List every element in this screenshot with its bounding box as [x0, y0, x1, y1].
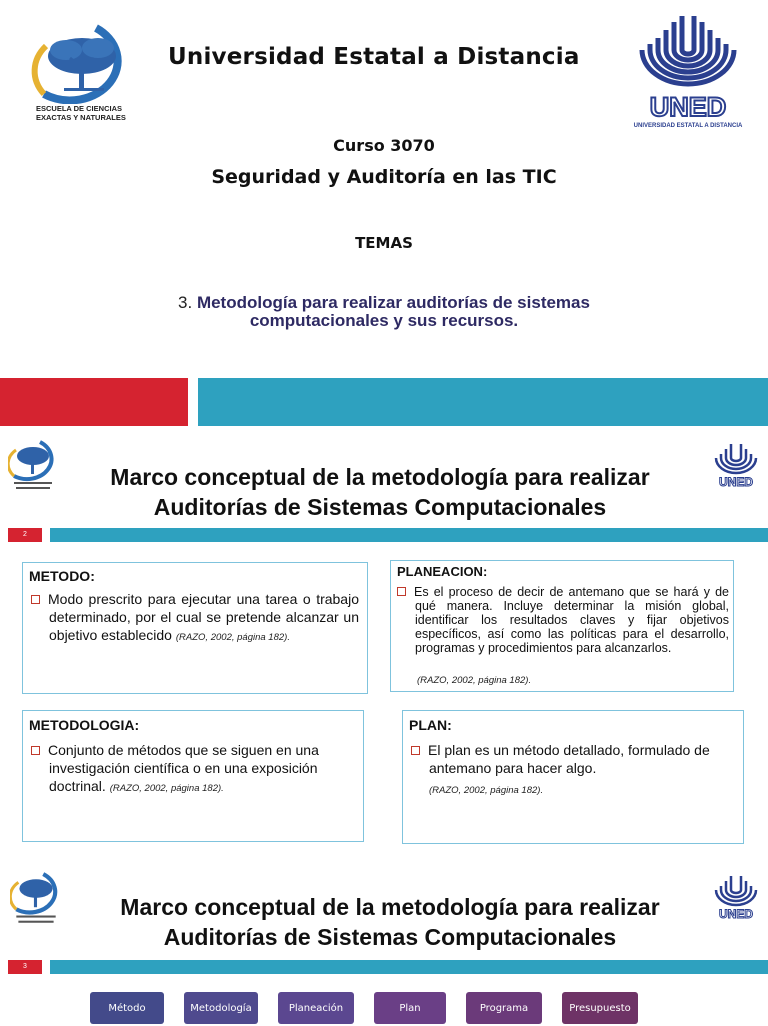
card-planeacion-body — [397, 585, 729, 655]
slide3-title — [70, 892, 710, 952]
uned-logo — [632, 10, 744, 122]
footer-band-red — [0, 378, 188, 426]
uned-logo-small — [712, 872, 760, 924]
card-planeacion-heading: PLANEACION: — [397, 564, 488, 579]
square-bullet-icon — [397, 587, 406, 596]
slide-1 — [0, 0, 768, 378]
pill-metodologia[interactable] — [184, 992, 258, 1024]
card-metodologia-citation: (RAZO, 2002, página 182). — [109, 783, 224, 794]
logo-caption — [36, 104, 146, 122]
card-metodo-body — [31, 590, 359, 647]
card-planeacion — [390, 560, 734, 692]
pill-plan[interactable] — [374, 992, 446, 1024]
course-subject: Seguridad y Auditoría en las TIC — [211, 166, 557, 188]
escuela-ciencias-logo — [26, 24, 138, 104]
card-plan — [402, 710, 744, 844]
slide2-title-line2: Auditorías de Sistemas Computacionales — [153, 494, 607, 520]
slide3-title-line1: Marco conceptual de la metodología para realizar — [120, 894, 660, 920]
pill-plan-label: Plan — [399, 1003, 421, 1014]
card-metodologia-body — [31, 741, 361, 798]
uned-logo-small-text: UNED — [718, 907, 754, 921]
uned-logo-caption: UNIVERSIDAD ESTATAL A DISTANCIA — [633, 123, 743, 129]
card-planeacion-text: Es el proceso de decir de antemano que se hará y de qué manera. Incluye determinar la misión global, identificar los resultados claves y fijar objetivos específicos, así como las políticas para el desarrollo, programas y procedimientos para alcanzarlos. — [414, 585, 729, 655]
card-metodo-heading: METODO: — [29, 568, 95, 584]
slide2-title — [60, 462, 700, 522]
temas-heading: TEMAS — [355, 234, 413, 252]
card-metodologia-text: Conjunto de métodos que se siguen en una investigación científica o en una exposición doctrinal. — [48, 742, 319, 794]
pill-planeacion[interactable] — [278, 992, 354, 1024]
square-bullet-icon — [31, 595, 40, 604]
pill-planeacion-label: Planeación — [288, 1003, 344, 1014]
card-plan-text: El plan es un método detallado, formulado de antemano para hacer algo. — [428, 742, 710, 776]
escuela-ciencias-logo-small — [8, 440, 58, 496]
pill-metodo[interactable] — [90, 992, 164, 1024]
card-plan-body — [411, 741, 741, 777]
slide3-header-bar — [50, 960, 768, 974]
uned-logo-small-text: UNED — [718, 475, 754, 489]
topic-text — [100, 294, 668, 330]
logo-caption-line1: ESCUELA DE CIENCIAS — [36, 104, 122, 113]
slide2-header-bar — [50, 528, 768, 542]
card-planeacion-citation: (RAZO, 2002, página 182). — [417, 675, 532, 686]
university-title: Universidad Estatal a Distancia — [168, 44, 580, 70]
topic-line2: computacionales y sus recursos. — [249, 311, 519, 330]
card-metodo-text: Modo prescrito para ejecutar una tarea o trabajo determinado, por el cual se pretende alcanzar un objetivo establecido — [48, 591, 359, 643]
card-plan-heading: PLAN: — [409, 717, 452, 733]
pill-presupuesto-label: Presupuesto — [569, 1003, 631, 1014]
card-metodo-citation: (RAZO, 2002, página 182). — [175, 632, 290, 643]
square-bullet-icon — [411, 746, 420, 755]
escuela-ciencias-logo-small — [10, 872, 62, 930]
slide2-page-number: 2 — [8, 528, 42, 542]
logo-caption-line2: EXACTAS Y NATURALES — [36, 113, 126, 122]
pill-programa-label: Programa — [479, 1003, 529, 1014]
course-label: Curso 3070 — [333, 136, 435, 155]
slide3-page-number: 3 — [8, 960, 42, 974]
pill-presupuesto[interactable] — [562, 992, 638, 1024]
footer-band-blue — [198, 378, 768, 426]
slide3-title-line2: Auditorías de Sistemas Computacionales — [163, 924, 617, 950]
pill-metodo-label: Método — [108, 1003, 146, 1014]
card-plan-citation: (RAZO, 2002, página 182). — [429, 785, 544, 796]
slide2-title-line1: Marco conceptual de la metodología para realizar — [110, 464, 650, 490]
card-metodologia-heading: METODOLOGIA: — [29, 717, 140, 733]
uned-logo-small — [712, 440, 760, 492]
card-metodo — [22, 562, 368, 694]
topic-line1: Metodología para realizar auditorías de sistemas — [196, 293, 590, 312]
topic-number: 3. — [178, 293, 193, 312]
uned-logo-text: UNED — [649, 92, 727, 122]
pill-metodologia-label: Metodología — [190, 1003, 252, 1014]
card-metodologia — [22, 710, 364, 842]
square-bullet-icon — [31, 746, 40, 755]
pill-programa[interactable] — [466, 992, 542, 1024]
